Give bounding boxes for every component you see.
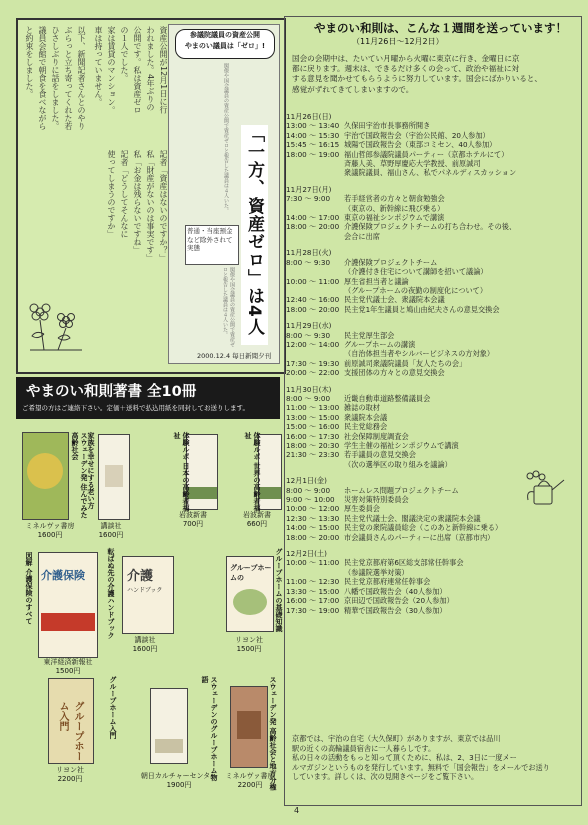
book-publisher: ミネルヴァ書房 xyxy=(225,772,275,780)
book-publisher: 岩波新書 xyxy=(243,511,271,519)
books-banner xyxy=(16,377,280,419)
schedule-time: 16:00 ～ 17:00 xyxy=(286,596,340,606)
schedule-event: 市会議員さんのパーティーに出席（京都市内） xyxy=(344,532,495,542)
clipping-headline: 「一方、資産ゼロ」は4人 xyxy=(241,125,268,345)
book-cover[interactable] xyxy=(230,686,268,768)
interview-line: 車は持っていません。 xyxy=(94,26,103,106)
schedule-event: 京田辺で国政報告会（20人参加） xyxy=(344,596,454,606)
book-publisher: 講談社 xyxy=(100,522,122,530)
schedule-event: 民主党の衆院議員総会（このあと新幹線に乗る） xyxy=(344,523,503,533)
clipping-header xyxy=(175,29,275,59)
schedule-entry xyxy=(286,194,582,203)
schedule-time: 18:00 ～ 20:30 xyxy=(286,441,340,450)
schedule-event: 若手議員の意見交換会 xyxy=(344,450,416,460)
book-price: 1600円 xyxy=(132,645,158,653)
schedule-entry xyxy=(286,168,582,177)
schedule-entry xyxy=(286,140,582,149)
schedule-entry xyxy=(286,349,582,358)
schedule-time xyxy=(286,232,344,241)
schedule-entry xyxy=(286,368,582,377)
newspaper-clipping xyxy=(168,24,280,364)
schedule-time: 15:00 ～ 16:00 xyxy=(286,422,340,432)
schedule-event: 前原誠司衆議院議員「友人たちの会」 xyxy=(344,358,467,368)
schedule-entry xyxy=(286,121,582,130)
schedule-time: 7:30 ～ 9:00 xyxy=(286,194,331,204)
schedule-entry xyxy=(286,460,582,469)
schedule-entry xyxy=(286,359,582,368)
schedule-event: 民主党厚生部会 xyxy=(344,330,395,340)
book-price: 1600円 xyxy=(37,531,63,539)
schedule-time: 10:00 ～ 11:00 xyxy=(286,558,340,568)
book-cover[interactable]: 介護 ハンドブック xyxy=(122,556,174,634)
schedule-time: 14:00 ～ 15:00 xyxy=(286,523,340,533)
schedule-event: 衆議院本会議 xyxy=(344,412,388,422)
schedule-entry xyxy=(286,277,582,286)
schedule-entry xyxy=(286,577,582,586)
book-title: 体験ルポ 世界の高齢者福祉 xyxy=(244,432,261,512)
book-publisher: 岩波新書 xyxy=(179,511,207,519)
book-cover[interactable] xyxy=(258,434,282,510)
schedule-time xyxy=(286,204,344,213)
book-publisher: 東洋経済新報社 xyxy=(43,658,93,666)
schedule-entry xyxy=(286,305,582,314)
schedule-entry xyxy=(286,213,582,222)
schedule-entry xyxy=(286,232,582,241)
schedule-day-date: 12月2日(土) xyxy=(286,549,327,559)
clipping-body-lower: 閣僚や国会議員の資産公開で資産ゼロと報告した議員は４人いた。 xyxy=(222,267,235,347)
interview-line: 使ってしまうのですか」 xyxy=(107,150,116,238)
schedule-time: 18:00 ～ 20:00 xyxy=(286,532,340,542)
clipping-caption: 2000.12.4 毎日新聞夕刊 xyxy=(197,352,272,360)
schedule-entry xyxy=(286,394,582,403)
schedule-day-date: 12月1日(金) xyxy=(286,476,327,486)
schedule-title: やまのい和則は、こんな１週間を送っています！ xyxy=(314,21,567,35)
schedule-time: 13:00 ～ 15:00 xyxy=(286,412,340,422)
schedule-event: 介護保険プロジェクトチーム xyxy=(344,257,438,267)
schedule-event: 民主党1年生議員と鳩山由紀夫さんの意見交換会 xyxy=(344,304,500,314)
book-cover[interactable] xyxy=(98,434,130,520)
book-title: 家族を幸せにする老い方 xyxy=(87,432,95,509)
schedule-time: 8:00 ～ 9:00 xyxy=(286,393,331,403)
schedule-entry xyxy=(286,422,582,431)
clipping-body: 閣僚や国会議員の資産公開で資産ゼロと報告した議員は４人いた。 xyxy=(223,63,229,213)
closing-line: 私の日々の活動をもっと知って頂くために、私は、2、3日に一度メー xyxy=(292,753,517,763)
schedule-entry xyxy=(286,558,582,567)
schedule-event: 東京の福祉シンポジウムで講演 xyxy=(344,213,445,223)
schedule-closing xyxy=(292,734,576,782)
schedule-entry xyxy=(286,150,582,159)
schedule-entry xyxy=(286,441,582,450)
intro-line: する意見を聞かせてもらうように努力しています。国会にばかりいると、 xyxy=(292,74,542,84)
book-publisher: リヨン社 xyxy=(235,636,263,644)
book-title: 図解 介護保険のすべて xyxy=(25,552,33,625)
schedule-time: 18:00 ～ 20:00 xyxy=(286,222,340,232)
schedule-time xyxy=(286,349,344,358)
schedule-event: 厚生省担当者と議論 xyxy=(344,276,409,286)
schedule-event: 近畿自動車道路整備議員会 xyxy=(344,393,431,403)
book-title: スウェーデンのグループホーム物語 xyxy=(201,676,218,781)
schedule-day-date: 11月30日(木) xyxy=(286,384,332,394)
left-column-text: と約束をしました。 xyxy=(25,26,34,98)
schedule-event: （参議院選挙対策） xyxy=(344,567,409,577)
clipping-header-line: やまのい議員は「ゼロ」! xyxy=(184,42,266,50)
left-column-text: ひさしぶりに話をしました。 xyxy=(51,26,60,130)
interview-line: 家は賃貸のマンション。 xyxy=(107,26,116,114)
schedule-entry xyxy=(286,159,582,168)
book-price: 700円 xyxy=(182,520,204,528)
intro-line: 感覚がずれてきてしまいますので。 xyxy=(292,84,414,94)
book-title: グループホーム入門 xyxy=(109,676,117,739)
intro-line: 都に戻ります。週末は、できるだけ多くの会って、政治や福祉に対 xyxy=(292,64,520,74)
schedule-entry xyxy=(286,403,582,412)
schedule-entry xyxy=(286,340,582,349)
schedule-event: 精華で国政報告会（30人参加） xyxy=(344,605,447,615)
schedule-time: 21:30 ～ 23:30 xyxy=(286,450,340,460)
interview-line: の１人でした。 xyxy=(120,26,129,82)
interview-line: 資産公開が12月1日に行 xyxy=(159,26,168,114)
schedule-entry xyxy=(286,267,582,276)
book-title: スウェーデン発 住んでみた高齢社会 xyxy=(71,432,88,519)
schedule-entry xyxy=(286,413,582,422)
schedule-time: 8:00 ～ 9:30 xyxy=(286,257,331,267)
schedule-entry xyxy=(286,568,582,577)
book-title: 体験ルポ 日本の高齢者福祉 xyxy=(173,432,190,512)
schedule-time: 10:00 ～ 12:00 xyxy=(286,504,340,514)
schedule-event: 会合に出席 xyxy=(344,231,380,241)
clipping-subhead: 普通・当座預金など除外されて実態 xyxy=(185,225,239,265)
schedule-time: 16:00 ～ 17:30 xyxy=(286,431,340,441)
flower-illustration xyxy=(22,298,92,358)
schedule-entry xyxy=(286,204,582,213)
schedule-time: 12:00 ～ 14:00 xyxy=(286,339,340,349)
schedule-time: 13:30 ～ 15:00 xyxy=(286,586,340,596)
book-cover[interactable] xyxy=(22,432,69,520)
schedule-subtitle: （11月26日～12月2日） xyxy=(352,37,444,46)
schedule-day-date: 11月28日(火) xyxy=(286,248,332,258)
book-price: 660円 xyxy=(246,520,268,528)
book-price: 1500円 xyxy=(236,645,262,653)
schedule-time xyxy=(286,168,344,177)
schedule-day-date: 11月29日(水) xyxy=(286,321,332,331)
schedule-event: 民主党京都府第6区総支部常任幹事会 xyxy=(344,558,464,568)
schedule-time: 12:40 ～ 16:00 xyxy=(286,295,340,305)
book-price: 1600円 xyxy=(98,531,124,539)
books-banner-subtitle: ご希望の方はご連絡下さい。定価＋送料で払込用紙を同封してお送りします。 xyxy=(22,404,249,412)
interview-line: 記者「どうしてそんなに xyxy=(120,150,129,238)
schedule-time: 12:30 ～ 13:30 xyxy=(286,513,340,523)
closing-line: 京都では、宇治の自宅（大久保町）がありますが、東京では品川 xyxy=(292,734,501,743)
interview-line: 私「お金は残らないですね」 xyxy=(133,150,142,254)
book-title: 転ばぬ先の介護ハンドブック xyxy=(107,548,115,639)
left-column-text: ぶらっと立ち寄ってくれた若 xyxy=(64,26,73,130)
schedule-entry xyxy=(286,131,582,140)
schedule-entry xyxy=(286,533,582,542)
book-publisher: ミネルヴァ書房 xyxy=(25,522,75,530)
schedule-event: 若手経営者の方々と朝食勉強会 xyxy=(344,194,445,204)
book-price: 1900円 xyxy=(166,781,192,789)
schedule-entry xyxy=(286,222,582,231)
schedule-event: 社会保障制度調査会 xyxy=(344,431,409,441)
schedule-event: 災害対策特別委員会 xyxy=(344,495,409,505)
schedule-entry xyxy=(286,587,582,596)
schedule-day-date: 11月26日(日) xyxy=(286,112,332,121)
page-number: 4 xyxy=(294,806,300,815)
book-publisher: 講談社 xyxy=(134,636,156,644)
schedule-time: 9:00 ～ 10:00 xyxy=(286,495,335,505)
schedule-time: 10:00 ～ 11:00 xyxy=(286,276,340,286)
schedule-event: 斉藤人美、草野厚慶応大学教授、前原誠司 xyxy=(344,159,481,169)
schedule-event: 城陽で国政報告会（東部コミセン、40人参加） xyxy=(344,140,497,150)
schedule-event: 久保田宇治市長事務所開き xyxy=(344,121,431,131)
schedule-event: （介護付き住宅について講師を招いて議論） xyxy=(344,267,488,277)
schedule-event: 福山哲郎参議院議員パーティー（京都ホテルにて） xyxy=(344,149,509,159)
interview-line: 記者「資産はないのですか？」 xyxy=(159,150,168,262)
clipping-header-line: 参議院議員の資産公開 xyxy=(190,31,260,39)
book-price: 2200円 xyxy=(237,781,263,789)
schedule-entry xyxy=(286,606,582,615)
interview-line: 公開です。私は資産ゼロ xyxy=(133,26,142,114)
schedule-event: 民主党京都府連常任幹事会 xyxy=(344,577,431,587)
schedule-event: 学生主催の福祉シンポジウムで講演 xyxy=(344,441,459,450)
schedule-time: 8:00 ～ 9:30 xyxy=(286,330,331,340)
book-price: 1500円 xyxy=(55,667,81,675)
schedule-event: 民主党代議士会、閣議決定の衆議院本会議 xyxy=(344,513,481,523)
schedule-event: 民主党代議士会、衆議院本会議 xyxy=(344,295,445,305)
left-column-text: 議員会館で朝食を食べながら xyxy=(38,26,47,130)
schedule-entry xyxy=(286,432,582,441)
intro-line: 国会の会期中は、たいてい月曜から火曜に東京に行き、金曜日に京 xyxy=(292,54,520,63)
book-cover[interactable]: グループホームの xyxy=(226,556,274,632)
schedule-time: 14:00 ～ 17:00 xyxy=(286,213,340,223)
schedule-event: 支援団体の方々との意見交換会 xyxy=(344,368,445,378)
schedule-event: （東京の、新幹線に飛び乗る） xyxy=(344,203,445,213)
left-column-text: 以下、新聞記者さんとのやり xyxy=(77,26,86,130)
schedule-event: グループホームの講演 xyxy=(344,339,416,349)
schedule-entry xyxy=(286,514,582,523)
schedule-entry xyxy=(286,258,582,267)
schedule-entry xyxy=(286,523,582,532)
interview-line: われました。4年ぶりの xyxy=(146,26,155,112)
schedule-time: 11:00 ～ 13:00 xyxy=(286,403,340,413)
schedule-time: 13:00 ～ 13:40 xyxy=(286,121,340,131)
schedule-time: 11:00 ～ 12:30 xyxy=(286,577,340,587)
book-cover[interactable] xyxy=(150,688,188,764)
schedule-time: 8:00 ～ 9:00 xyxy=(286,485,331,495)
schedule-time xyxy=(286,267,344,276)
book-cover[interactable] xyxy=(186,434,218,510)
book-cover[interactable]: 介護保険 xyxy=(38,552,98,658)
schedule-time: 18:00 ～ 20:00 xyxy=(286,304,340,314)
schedule-time: 15:45 ～ 16:15 xyxy=(286,140,340,150)
schedule-list xyxy=(286,112,582,615)
schedule-time xyxy=(286,159,344,168)
interview-line: 私「財産がないのは事実です」 xyxy=(146,150,155,262)
schedule-entry xyxy=(286,295,582,304)
schedule-event: 八幡で国政報告会（40人参加） xyxy=(344,586,447,596)
schedule-time xyxy=(286,286,344,295)
schedule-time: 18:00 ～ 19:00 xyxy=(286,149,340,159)
book-price: 2200円 xyxy=(57,775,83,783)
schedule-event: （自治体担当者やシルバービジネスの方対象） xyxy=(344,349,495,359)
closing-line: しています。詳しくは、次の見開きページをご覧下さい。 xyxy=(292,772,479,782)
schedule-time xyxy=(286,568,344,577)
schedule-event: 厚生委員会 xyxy=(344,504,380,514)
schedule-event: ホームレス問題プロジェクトチーム xyxy=(344,485,459,495)
books-banner-title: やまのい和則著書 全10冊 xyxy=(26,384,197,400)
schedule-time: 20:00 ～ 22:00 xyxy=(286,368,340,378)
schedule-entry xyxy=(286,596,582,605)
schedule-event: 宇治で国政報告会（宇治公民館、20人参加） xyxy=(344,130,490,140)
closing-line: 駅の近くの高輪議員宿舎に一人暮らしです。 xyxy=(292,743,436,753)
schedule-entry xyxy=(286,331,582,340)
book-title: グループホームの基礎知識 xyxy=(275,548,283,632)
schedule-event: 衆議院議員、福山さん、私でパネルディスカッション xyxy=(344,168,517,178)
schedule-time xyxy=(286,460,344,469)
schedule-entry xyxy=(286,450,582,459)
schedule-entry xyxy=(286,286,582,295)
book-cover[interactable]: グループホーム入門 xyxy=(48,678,94,764)
schedule-event: 介護保険プロジェクトチームの打ち合わせ。その後、 xyxy=(344,222,517,232)
schedule-intro xyxy=(292,54,576,95)
watering-can-illustration xyxy=(522,470,568,510)
schedule-time: 17:30 ～ 19:30 xyxy=(286,358,340,368)
schedule-event: （グループホームの夜勤の制度化について） xyxy=(344,285,488,295)
schedule-time: 17:30 ～ 19:00 xyxy=(286,605,340,615)
schedule-time: 14:00 ～ 15:30 xyxy=(286,130,340,140)
schedule-event: 民主党総務会 xyxy=(344,422,388,432)
book-title: スウェーデン発 高齢社会と地方分権 xyxy=(269,676,277,791)
schedule-event: 雑誌の取材 xyxy=(344,403,380,413)
schedule-event: （次の選挙区の取り組みを議論） xyxy=(344,459,452,469)
schedule-day-date: 11月27日(月) xyxy=(286,184,332,194)
closing-line: ルマガジンというものを発行しています。無料で「国会報告」をメールでお送り xyxy=(292,762,550,772)
book-publisher: 朝日カルチャーセンター xyxy=(140,772,218,780)
book-publisher: リヨン社 xyxy=(56,766,84,774)
